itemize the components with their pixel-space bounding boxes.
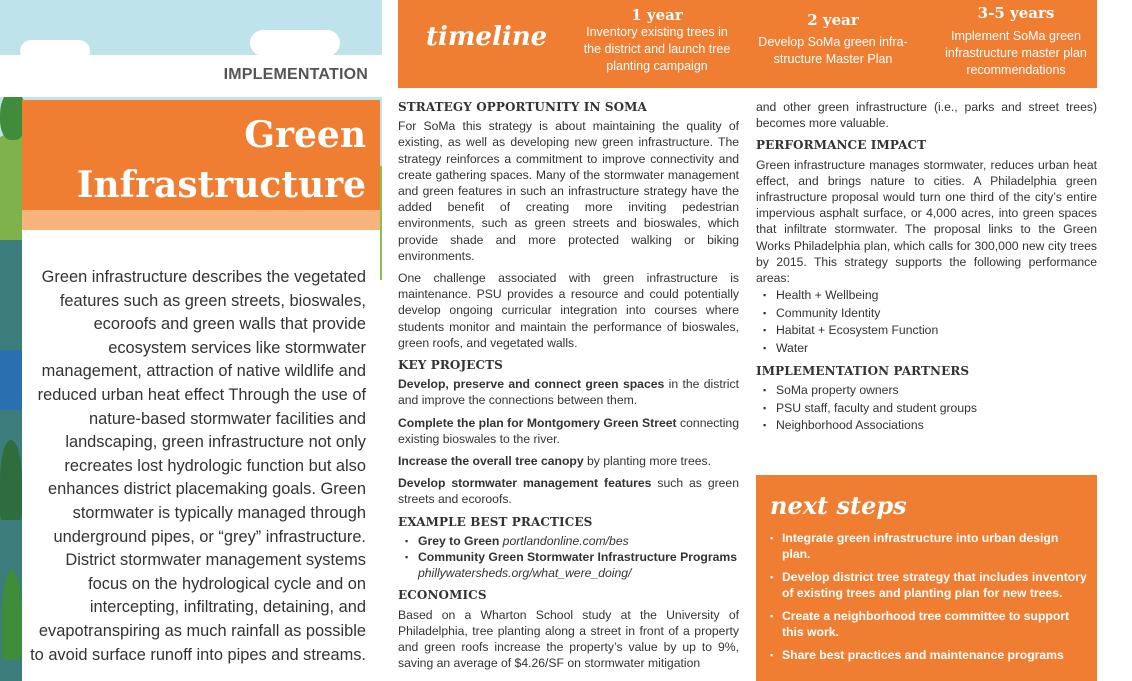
list-item: ▪ Community Identity [756,305,1097,323]
heading: STRATEGY OPPORTUNITY IN SOMA [398,100,647,114]
title-banner [22,100,380,210]
heading: ECONOMICS [398,588,487,603]
list-item: ▪ Neighborhood Associations [756,417,1097,435]
list-item: ▪ Develop district tree strategy that includes inventory of existing trees and planting plan for new trees. [768,569,1088,601]
heading: EXAMPLE BEST PRACTICES [398,514,593,529]
list-item: ▪ Create a neighborhood tree committee to support this work. [768,608,1088,640]
paragraph: Based on a Wharton School study at the University of Philadelphia, tree planting along a street in front of a property and green roofs increase the property’s value by up to 9%, saving an average of $4.26/SF on stormwater mitigation [398,607,739,671]
paragraph: and other green infrastructure (i.e., parks and street trees) becomes more valuable. [756,100,1097,131]
next-steps-box [756,475,1097,681]
key-project: Increase the overall tree canopy by planting more trees. [398,454,711,469]
key-project: Develop stormwater management features such as green streets and ecoroofs. [398,476,739,507]
column-right [756,99,1097,441]
timeline-item: 3-5 years Implement SoMa green infrastructure master plan recommendations [945,4,1087,77]
key-project: Develop, preserve and connect green spaces in the district and improve the connections between them. [398,377,739,408]
list-item: ▪ SoMa property owners [756,382,1097,400]
heading: PERFORMANCE IMPACT [756,138,927,153]
key-project: Complete the plan for Montgomery Green Street connecting existing bioswales to the river. [398,415,739,446]
list-item: ▪ PSU staff, faculty and student groups [756,400,1097,418]
timeline-item: 2 year Develop SoMa green infra-structure Master Plan [758,11,908,66]
intro-paragraph: Green infrastructure describes the vegetated features such as green streets, bioswales, ecoroofs and green walls that provide ecosystem services like stormwater management, attraction of native wildlife and reduced urban heat effect Through the use of nature-based stormwater facilities and landscaping, green infrastructure not only recreates lost hydrologic function but also enhances district placemaking goals. Green stormwater is typically managed through underground pipes, or “grey” infrastructure. District stormwater management systems focus on the hydrological cycle and on intercepting, infiltrating, detaining, and evapotranspiring as much rainfall as possible to avoid surface runoff into pipes and streams. [30,268,366,664]
list-item: ▪ Habitat + Ecosystem Function [756,322,1097,340]
list-item: ▪ Health + Wellbeing [756,287,1097,305]
timeline-item: 1 year Inventory existing trees in the district and launch tree planting campaign [583,6,731,73]
paragraph: One challenge associated with green infrastructure is maintenance. PSU provides a resource and could potentially develop ongoing curricular integration into courses where students monitor and maintain the performance of bioswales, green roofs, and vegetated walls. [398,271,739,350]
paragraph: For SoMa this strategy is about maintaining the quality of existing, as well as developing new green infrastructure. The strategy reinforces a commitment to improve connectivity and create gathering spaces. Many of the stormwater management and green features in such an infrastructure strategy have the added benefit of creating more inviting pedestrian environments, such as green streets and bioswales, which provide shade and more protected walking or biking environments. [398,119,739,263]
list-item: ▪ Community Green Stormwater Infrastructure Programs phillywatersheds.org/what_were_doing/ [398,549,739,581]
list-item: ▪ Water [756,340,1097,358]
paragraph: Green infrastructure manages stormwater, reduces urban heat effect, and brings nature to cities. A Philadelphia green infrastructure proposal would turn one third of the city’s entire impervious asphalt surface, or 4,000 acres, into green spaces that infiltrate stormwater. The proposal links to the Green Works Philadelphia plan, which calls for 300,000 new city trees by 2015. This strategy supports the following performance areas: [756,157,1097,286]
next-steps-title: next steps [770,491,907,520]
section-label: IMPLEMENTATION [223,66,368,83]
heading: IMPLEMENTATION PARTNERS [756,364,970,379]
timeline-banner [398,0,1097,88]
partners-list [756,382,1097,435]
column-middle [398,99,739,678]
list-item: ▪ Grey to Green portlandonline.com/bes [398,533,739,549]
page-title: Green Infrastructure [76,114,366,206]
best-practices-list [398,533,739,582]
list-item: ▪ Integrate green infrastructure into urban design plan. [768,530,1088,562]
heading: KEY PROJECTS [398,358,503,373]
timeline-label: timeline [426,22,548,52]
impact-list [756,287,1097,357]
illustration-strip [0,240,22,681]
list-item: ▪ Share best practices and maintenance programs [768,647,1088,663]
next-steps-list [768,530,1088,670]
